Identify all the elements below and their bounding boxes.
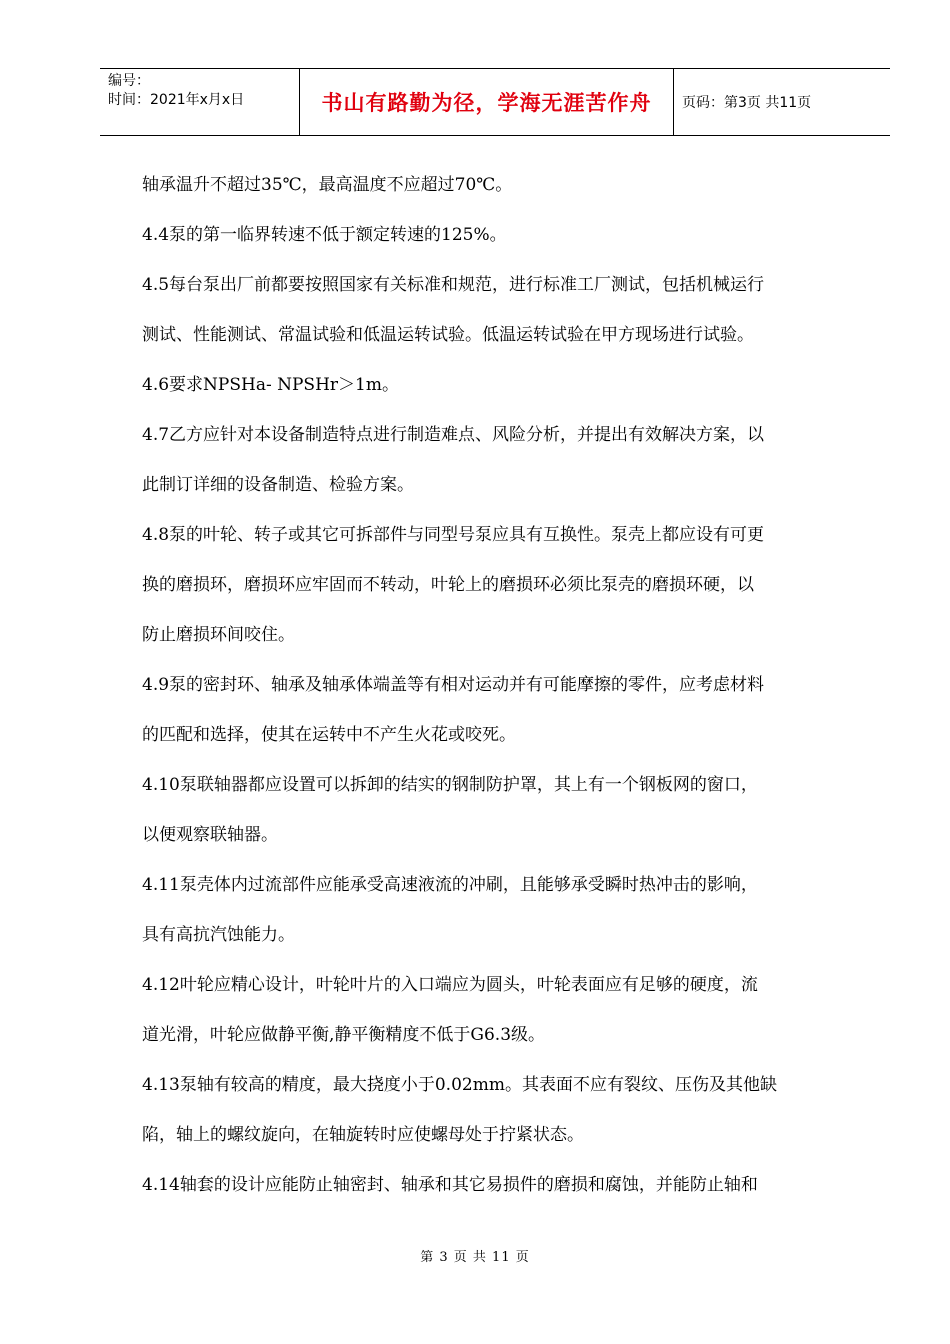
text-line: 防止磨损环间咬住。 [142,625,295,645]
text-line: 道光滑，叶轮应做静平衡,静平衡精度不低于G6.3级。 [142,1025,546,1045]
document-body [142,160,854,1210]
text-line: 以便观察联轴器。 [142,825,278,845]
header-page-info: 页码：第3页 共11页 [682,95,812,111]
text-line: 4.13泵轴有较高的精度，最大挠度小于0.02mm。其表面不应有裂纹、压伤及其他缺 [142,1075,777,1095]
text-line: 测试、性能测试、常温试验和低温运转试验。低温运转试验在甲方现场进行试验。 [142,325,754,345]
text-line: 陷，轴上的螺纹旋向，在轴旋转时应使螺母处于拧紧状态。 [142,1125,584,1145]
document-time: 时间：2021年x月x日 [108,92,245,108]
header-left-cell [100,69,300,135]
text-line: 4.6要求NPSHa- NPSHr＞1m。 [142,375,399,395]
page-header [100,68,890,136]
text-line: 具有高抗汽蚀能力。 [142,925,295,945]
page-footer: 第 3 页 共 11 页 [420,1250,530,1265]
text-line: 4.12叶轮应精心设计，叶轮叶片的入口端应为圆头，叶轮表面应有足够的硬度，流 [142,975,758,995]
text-line: 的匹配和选择，使其在运转中不产生火花或咬死。 [142,725,516,745]
text-line: 4.7乙方应针对本设备制造特点进行制造难点、风险分析，并提出有效解决方案，以 [142,425,765,445]
header-motto: 书山有路勤为径，学海无涯苦作舟 [300,69,674,135]
text-line: 此制订详细的设备制造、检验方案。 [142,475,414,495]
text-line: 换的磨损环，磨损环应牢固而不转动，叶轮上的磨损环必须比泵壳的磨损环硬，以 [142,575,754,595]
text-line: 轴承温升不超过35℃，最高温度不应超过70℃。 [142,175,513,195]
text-line: 4.4泵的第一临界转速不低于额定转速的125%。 [142,225,507,245]
text-line: 4.11泵壳体内过流部件应能承受高速液流的冲刷，且能够承受瞬时热冲击的影响， [142,875,758,895]
document-number-label: 编号： [108,73,150,89]
text-line: 4.14轴套的设计应能防止轴密封、轴承和其它易损件的磨损和腐蚀，并能防止轴和 [142,1175,758,1195]
text-line: 4.5每台泵出厂前都要按照国家有关标准和规范，进行标准工厂测试，包括机械运行 [142,275,765,295]
text-line: 4.10泵联轴器都应设置可以拆卸的结实的钢制防护罩，其上有一个钢板网的窗口， [142,775,758,795]
text-line: 4.8泵的叶轮、转子或其它可拆部件与同型号泵应具有互换性。泵壳上都应设有可更 [142,525,765,545]
text-line: 4.9泵的密封环、轴承及轴承体端盖等有相对运动并有可能摩擦的零件，应考虑材料 [142,675,765,695]
